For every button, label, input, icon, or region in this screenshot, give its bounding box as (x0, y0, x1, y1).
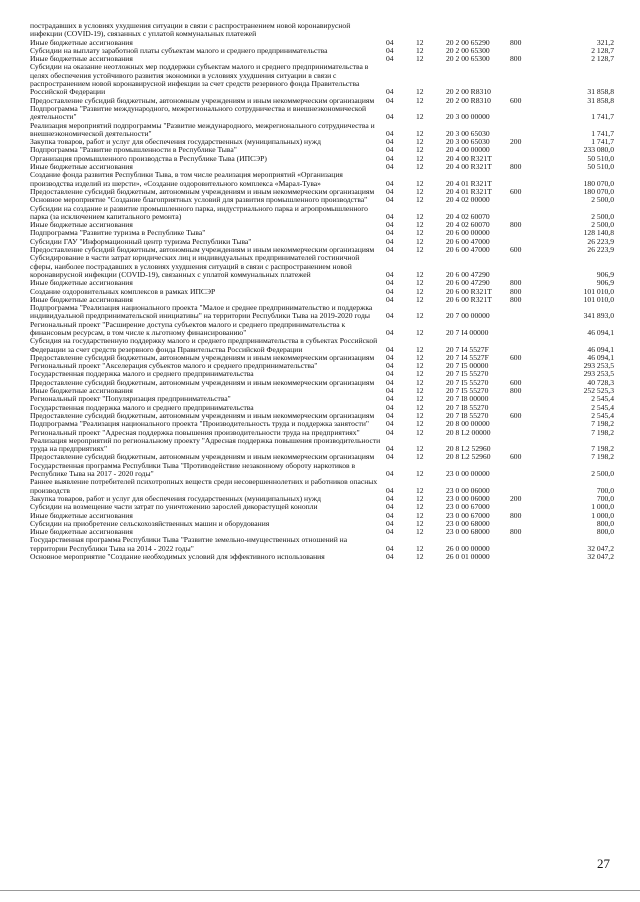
row-target-article: 20 7 00 00000 (446, 311, 490, 321)
row-amount: 800,0 (596, 518, 614, 528)
row-expense-type: 800 (510, 527, 522, 537)
row-subsection: 12 (416, 543, 424, 553)
row-subsection: 12 (416, 186, 424, 196)
row-section: 04 (386, 278, 394, 288)
row-target-article: 20 6 00 R321T (446, 286, 492, 296)
row-target-article: 20 7 I4 00000 (446, 327, 489, 337)
row-section: 04 (386, 527, 394, 537)
row-section: 04 (386, 294, 394, 304)
row-target-article: 20 7 I4 5527F (446, 344, 489, 354)
table-row (30, 337, 614, 354)
row-amount: 2 128,7 (591, 45, 614, 55)
row-amount: 1 000,0 (591, 502, 614, 512)
row-expense-type: 600 (510, 377, 522, 387)
table-row (30, 536, 614, 553)
row-subsection: 12 (416, 402, 424, 412)
row-amount: 31 858,8 (587, 95, 614, 105)
row-subsection: 12 (416, 419, 424, 429)
row-amount: 1 000,0 (591, 510, 614, 520)
row-amount: 50 510,0 (587, 162, 614, 172)
row-amount: 341 893,0 (583, 311, 614, 321)
row-expense-type: 800 (510, 162, 522, 172)
row-expense-type: 800 (510, 37, 522, 47)
row-name: Государственная поддержка малого и среднего предпринимательства (30, 369, 254, 379)
row-name: Иные бюджетные ассигнования (30, 386, 133, 396)
row-subsection: 12 (416, 369, 424, 379)
row-section: 04 (386, 543, 394, 553)
row-subsection: 12 (416, 452, 424, 462)
row-name: Иные бюджетные ассигнования (30, 162, 133, 172)
row-subsection: 12 (416, 344, 424, 354)
table-row (30, 553, 614, 561)
row-target-article: 23 0 00 06000 (446, 493, 490, 503)
row-target-article: 20 4 00 00000 (446, 145, 490, 155)
row-amount: 46 094,1 (587, 352, 614, 362)
row-amount: 101 010,0 (583, 286, 614, 296)
row-subsection: 12 (416, 278, 424, 288)
row-amount: 50 510,0 (587, 153, 614, 163)
row-subsection: 12 (416, 377, 424, 387)
row-amount: 233 080,0 (583, 145, 614, 155)
row-target-article: 20 8 L2 52960 (446, 444, 491, 454)
row-subsection: 12 (416, 394, 424, 404)
row-target-article: 20 3 00 65030 (446, 128, 490, 138)
row-target-article: 20 7 I5 55270 (446, 377, 489, 387)
row-name: Государственная программа Республики Тыва "Противодействие незаконному обороту наркотиков в Республике Тыва на 2017 - 2020 годы" (30, 460, 356, 479)
table-row (30, 437, 614, 454)
row-target-article: 20 3 00 00000 (446, 112, 490, 122)
row-target-article: 23 0 00 00000 (446, 469, 490, 479)
table-row (30, 22, 614, 39)
row-amount: 1 741,7 (591, 112, 614, 122)
row-name: Субсидии ГАУ "Информационный центр туризма Республики Тыва" (30, 236, 252, 246)
row-section: 04 (386, 352, 394, 362)
row-subsection: 12 (416, 45, 424, 55)
row-subsection: 12 (416, 386, 424, 396)
row-name: Иные бюджетные ассигнования (30, 527, 133, 537)
row-subsection: 12 (416, 95, 424, 105)
row-subsection: 12 (416, 87, 424, 97)
row-target-article: 20 4 02 00000 (446, 195, 490, 205)
row-name: Иные бюджетные ассигнования (30, 37, 133, 47)
row-name: Субсидии на возмещение части затрат по уничтожению зарослей дикорастущей конопли (30, 502, 318, 512)
row-section: 04 (386, 137, 394, 147)
row-target-article: 20 7 I8 55270 (446, 410, 489, 420)
row-target-article: 20 6 00 00000 (446, 228, 490, 238)
row-expense-type: 800 (510, 510, 522, 520)
row-amount: 2 128,7 (591, 54, 614, 64)
row-name: Основное мероприятие "Создание необходимых условий для эффективного использования (30, 552, 325, 561)
row-section: 04 (386, 444, 394, 454)
row-amount: 2 545,4 (591, 402, 614, 412)
row-subsection: 12 (416, 327, 424, 337)
row-name: Основное мероприятие "Создание благоприятных условий для развития промышленного производства" (30, 195, 368, 205)
row-subsection: 12 (416, 510, 424, 520)
row-name: Создание фонда развития Республики Тыва, в том числе реализация мероприятий «Организация производства изделий из шерсти», «Создание оздоровительного комплекса «Марал-Тува» (30, 170, 343, 188)
row-name: Организация промышленного производства в Республике Тыва (ИПСЭР) (30, 153, 267, 163)
row-expense-type: 200 (510, 137, 522, 147)
row-expense-type: 600 (510, 95, 522, 105)
row-section: 04 (386, 286, 394, 296)
row-name: Государственная программа Республики Тыва "Развитие земельно-имущественных отношений на территории Республики Тыва на 2014 - 2022 годы" (30, 535, 348, 553)
row-subsection: 12 (416, 469, 424, 479)
row-amount: 26 223,9 (587, 245, 614, 255)
row-section: 04 (386, 369, 394, 379)
row-target-article: 20 7 I5 55270 (446, 386, 489, 396)
page-bottom-rule (0, 890, 640, 891)
row-subsection: 12 (416, 211, 424, 221)
row-subsection: 12 (416, 178, 424, 188)
row-subsection: 12 (416, 269, 424, 279)
row-section: 04 (386, 45, 394, 55)
row-name: Иные бюджетные ассигнования (30, 510, 133, 520)
row-subsection: 12 (416, 485, 424, 495)
row-subsection: 12 (416, 128, 424, 138)
table-row (30, 105, 614, 122)
row-subsection: 12 (416, 137, 424, 147)
row-name: Региональный проект "Акселерация субъектов малого и среднего предпринимательства" (30, 361, 318, 371)
row-subsection: 12 (416, 444, 424, 454)
row-section: 04 (386, 452, 394, 462)
row-target-article: 20 4 00 R321T (446, 162, 492, 172)
row-name: Создание оздоровительных комплексов в рамках ИПСЭР (30, 286, 216, 296)
row-target-article: 20 6 00 47000 (446, 245, 490, 255)
row-target-article: 23 0 00 67000 (446, 510, 490, 520)
row-target-article: 20 7 I5 55270 (446, 369, 489, 379)
row-name: Региональный проект "Расширение доступа субъектов малого и среднего предпринимательства к финансовым ресурсам, в том числе к льготному финансированию" (30, 319, 346, 337)
row-section: 04 (386, 386, 394, 396)
row-section: 04 (386, 228, 394, 238)
row-amount: 32 047,2 (587, 552, 614, 561)
row-amount: 46 094,1 (587, 327, 614, 337)
row-amount: 1 741,7 (591, 137, 614, 147)
row-name: Подпрограмма "Развитие туризма в Республике Тыва" (30, 228, 206, 238)
row-section: 04 (386, 95, 394, 105)
row-target-article: 20 7 I5 00000 (446, 361, 489, 371)
row-section: 04 (386, 112, 394, 122)
row-name: Субсидия на государственную поддержку малого и среднего предпринимательства в субъектах Российской Федерации за счет средств резервного фонда Правительства Российской Федерации (30, 336, 378, 354)
row-name: Государственная поддержка малого и среднего предпринимательства (30, 402, 254, 412)
row-subsection: 12 (416, 361, 424, 371)
row-expense-type: 600 (510, 352, 522, 362)
row-section: 04 (386, 128, 394, 138)
row-target-article: 20 4 01 R321T (446, 178, 492, 188)
row-name: Закупка товаров, работ и услуг для обеспечения государственных (муниципальных) нужд (30, 493, 321, 503)
row-target-article: 20 4 00 R321T (446, 153, 492, 163)
row-amount: 2 500,0 (591, 469, 614, 479)
row-name: Подпрограмма "Развитие промышленности в Республике Тыва" (30, 145, 237, 155)
row-amount: 2 500,0 (591, 211, 614, 221)
row-section: 04 (386, 410, 394, 420)
row-section: 04 (386, 327, 394, 337)
row-section: 04 (386, 220, 394, 230)
table-row (30, 122, 614, 139)
row-target-article: 20 7 I8 00000 (446, 394, 489, 404)
row-expense-type: 800 (510, 386, 522, 396)
row-name: Предоставление субсидий бюджетным, автономным учреждениям и иным некоммерческим организациям (30, 95, 375, 105)
row-name: Предоставление субсидий бюджетным, автономным учреждениям и иным некоммерческим организациям (30, 410, 375, 420)
row-amount: 26 223,9 (587, 236, 614, 246)
row-amount: 700,0 (596, 485, 614, 495)
row-subsection: 12 (416, 552, 424, 561)
row-section: 04 (386, 552, 394, 561)
row-name: Предоставление субсидий бюджетным, автономным учреждениям и иным некоммерческим организациям (30, 377, 375, 387)
row-amount: 906,9 (596, 278, 614, 288)
row-subsection: 12 (416, 352, 424, 362)
row-subsection: 12 (416, 220, 424, 230)
row-section: 04 (386, 493, 394, 503)
row-target-article: 20 2 00 65300 (446, 45, 490, 55)
row-name: Подпрограмма "Реализация национального проекта "Малое и среднее предпринимательство и поддержка индивидуальной предпринимательской инициативы" на территории Республики Тыва на 2019-2020 годы (30, 303, 373, 321)
table-row (30, 478, 614, 495)
table-row (30, 63, 614, 96)
row-amount: 40 728,3 (587, 377, 614, 387)
table-row (30, 304, 614, 321)
row-name: Раннее выявление потребителей психотропных веществ среди несовершеннолетних и работников опасных производств (30, 477, 378, 495)
row-amount: 128 140,8 (583, 228, 614, 238)
row-amount: 46 094,1 (587, 344, 614, 354)
row-name: Региональный проект "Адресная поддержка повышения производительности труда на предприятиях" (30, 427, 360, 437)
row-name: Подпрограмма "Реализация национального проекта "Производительность труда и поддержка занятости" (30, 419, 369, 429)
row-amount: 2 545,4 (591, 410, 614, 420)
row-subsection: 12 (416, 236, 424, 246)
row-target-article: 20 8 00 00000 (446, 419, 490, 429)
row-name: пострадавших в условиях ухудшения ситуации в связи с распространением новой коронавирусной инфекции (COVID-19), связанных с уплатой коммунальных платежей (30, 21, 351, 39)
row-section: 04 (386, 37, 394, 47)
budget-table (30, 22, 614, 561)
row-subsection: 12 (416, 228, 424, 238)
row-section: 04 (386, 485, 394, 495)
row-section: 04 (386, 186, 394, 196)
row-section: 04 (386, 311, 394, 321)
row-subsection: 12 (416, 162, 424, 172)
row-section: 04 (386, 361, 394, 371)
row-amount: 7 198,2 (591, 419, 614, 429)
row-subsection: 12 (416, 145, 424, 155)
row-name: Предоставление субсидий бюджетным, автономным учреждениям и иным некоммерческим организациям (30, 186, 375, 196)
row-amount: 293 253,5 (583, 369, 614, 379)
row-target-article: 20 7 I4 5527F (446, 352, 489, 362)
row-section: 04 (386, 502, 394, 512)
row-name: Субсидирование в части затрат юридических лиц и индивидуальных предпринимателей гостиничной сферы, наиболее пострадавших в условиях ухудшения ситуаций в связи с распространением новой коронавирусной инфекции (COVID-19), связанных с уплатой коммунальных платежей (30, 253, 360, 279)
row-amount: 180 070,0 (583, 178, 614, 188)
table-row (30, 254, 614, 279)
row-expense-type: 800 (510, 294, 522, 304)
row-target-article: 23 0 00 67000 (446, 502, 490, 512)
row-name: Подпрограмма "Развитие международного, межрегионального сотрудничества и внешнеэкономической деятельности" (30, 103, 367, 122)
row-name: Реализация мероприятий по региональному проекту "Адресная поддержка повышения производительности труда на предприятиях" (30, 435, 381, 454)
row-section: 04 (386, 394, 394, 404)
row-amount: 252 525,3 (583, 386, 614, 396)
row-amount: 800,0 (596, 527, 614, 537)
row-expense-type: 600 (510, 452, 522, 462)
table-row (30, 171, 614, 188)
row-section: 04 (386, 269, 394, 279)
row-expense-type: 800 (510, 286, 522, 296)
row-target-article: 23 0 00 06000 (446, 485, 490, 495)
row-expense-type: 800 (510, 278, 522, 288)
row-subsection: 12 (416, 502, 424, 512)
row-amount: 32 047,2 (587, 543, 614, 553)
row-section: 04 (386, 162, 394, 172)
row-name: Субсидии на приобретение сельскохозяйственных машин и оборудования (30, 518, 270, 528)
row-section: 04 (386, 54, 394, 64)
row-name: Иные бюджетные ассигнования (30, 54, 133, 64)
row-target-article: 20 2 00 65300 (446, 54, 490, 64)
row-section: 04 (386, 518, 394, 528)
row-target-article: 20 6 00 47000 (446, 236, 490, 246)
row-subsection: 12 (416, 311, 424, 321)
row-amount: 293 253,5 (583, 361, 614, 371)
row-name: Субсидии на создание и развитие промышленного парка, индустриального парка и агропромышленного парка (за исключением капитального ремонта) (30, 203, 368, 221)
row-section: 04 (386, 178, 394, 188)
row-amount: 180 070,0 (583, 186, 614, 196)
page-number: 27 (597, 856, 610, 871)
row-section: 04 (386, 419, 394, 429)
row-target-article: 20 4 02 60070 (446, 220, 490, 230)
row-amount: 7 198,2 (591, 444, 614, 454)
row-amount: 7 198,2 (591, 452, 614, 462)
row-section: 04 (386, 377, 394, 387)
row-name: Предоставление субсидий бюджетным, автономным учреждениям и иным некоммерческим организациям (30, 452, 375, 462)
row-section: 04 (386, 427, 394, 437)
row-section: 04 (386, 344, 394, 354)
row-name: Иные бюджетные ассигнования (30, 220, 133, 230)
row-subsection: 12 (416, 37, 424, 47)
row-expense-type: 600 (510, 410, 522, 420)
row-target-article: 20 3 00 65030 (446, 137, 490, 147)
row-subsection: 12 (416, 195, 424, 205)
row-section: 04 (386, 402, 394, 412)
row-amount: 906,9 (596, 269, 614, 279)
row-expense-type: 800 (510, 54, 522, 64)
row-name: Субсидии на оказание неотложных мер поддержки субъектам малого и среднего предпринимательства в целях обеспечения устойчивого развития экономики в условиях ухудшения ситуации в связи с распространением новой коронавирусной инфекции за счет средств резервного фонда Правительства Российской Федерации (30, 62, 369, 97)
row-target-article: 20 2 00 65290 (446, 37, 490, 47)
row-expense-type: 200 (510, 493, 522, 503)
row-amount: 321,2 (596, 37, 614, 47)
row-subsection: 12 (416, 153, 424, 163)
row-name: Предоставление субсидий бюджетным, автономным учреждениям и иным некоммерческим организациям (30, 352, 375, 362)
row-target-article: 20 8 L2 52960 (446, 452, 491, 462)
row-subsection: 12 (416, 294, 424, 304)
row-section: 04 (386, 510, 394, 520)
table-row (30, 462, 614, 479)
row-target-article: 20 4 02 60070 (446, 211, 490, 221)
row-target-article: 20 4 01 R321T (446, 186, 492, 196)
row-target-article: 23 0 00 68000 (446, 527, 490, 537)
row-section: 04 (386, 87, 394, 97)
row-amount: 2 500,0 (591, 220, 614, 230)
row-subsection: 12 (416, 54, 424, 64)
row-section: 04 (386, 145, 394, 155)
row-target-article: 20 6 00 R321T (446, 294, 492, 304)
row-section: 04 (386, 469, 394, 479)
row-subsection: 12 (416, 493, 424, 503)
row-expense-type: 600 (510, 186, 522, 196)
row-target-article: 23 0 00 68000 (446, 518, 490, 528)
row-target-article: 20 8 L2 00000 (446, 427, 491, 437)
row-target-article: 26 0 00 00000 (446, 543, 490, 553)
row-expense-type: 600 (510, 245, 522, 255)
row-subsection: 12 (416, 518, 424, 528)
row-name: Закупка товаров, работ и услуг для обеспечения государственных (муниципальных) нужд (30, 137, 321, 147)
row-section: 04 (386, 195, 394, 205)
row-target-article: 20 6 00 47290 (446, 269, 490, 279)
row-name: Субсидии на выплату заработной платы субъектам малого и среднего предпринимательства (30, 45, 328, 55)
row-subsection: 12 (416, 245, 424, 255)
row-target-article: 20 6 00 47290 (446, 278, 490, 288)
row-target-article: 20 7 I8 55270 (446, 402, 489, 412)
row-amount: 2 545,4 (591, 394, 614, 404)
row-target-article: 26 0 01 00000 (446, 552, 490, 561)
row-amount: 2 500,0 (591, 195, 614, 205)
row-subsection: 12 (416, 410, 424, 420)
row-section: 04 (386, 153, 394, 163)
row-target-article: 20 2 00 R8310 (446, 95, 491, 105)
row-amount: 7 198,2 (591, 427, 614, 437)
row-amount: 31 858,8 (587, 87, 614, 97)
row-subsection: 12 (416, 427, 424, 437)
table-row (30, 321, 614, 338)
row-section: 04 (386, 245, 394, 255)
row-amount: 101 010,0 (583, 294, 614, 304)
row-name: Иные бюджетные ассигнования (30, 278, 133, 288)
row-target-article: 20 2 00 R8310 (446, 87, 491, 97)
row-section: 04 (386, 211, 394, 221)
row-name: Региональный проект "Популяризация предпринимательства" (30, 394, 231, 404)
row-subsection: 12 (416, 286, 424, 296)
row-amount: 700,0 (596, 493, 614, 503)
row-name: Реализация мероприятий подпрограммы "Развитие международного, межрегионального сотрудничества и внешнеэкономической деятельности" (30, 120, 375, 138)
row-subsection: 12 (416, 527, 424, 537)
row-name: Иные бюджетные ассигнования (30, 294, 133, 304)
row-section: 04 (386, 236, 394, 246)
table-row (30, 205, 614, 222)
row-subsection: 12 (416, 112, 424, 122)
row-expense-type: 800 (510, 220, 522, 230)
row-amount: 1 741,7 (591, 128, 614, 138)
row-name: Предоставление субсидий бюджетным, автономным учреждениям и иным некоммерческим организациям (30, 245, 375, 255)
